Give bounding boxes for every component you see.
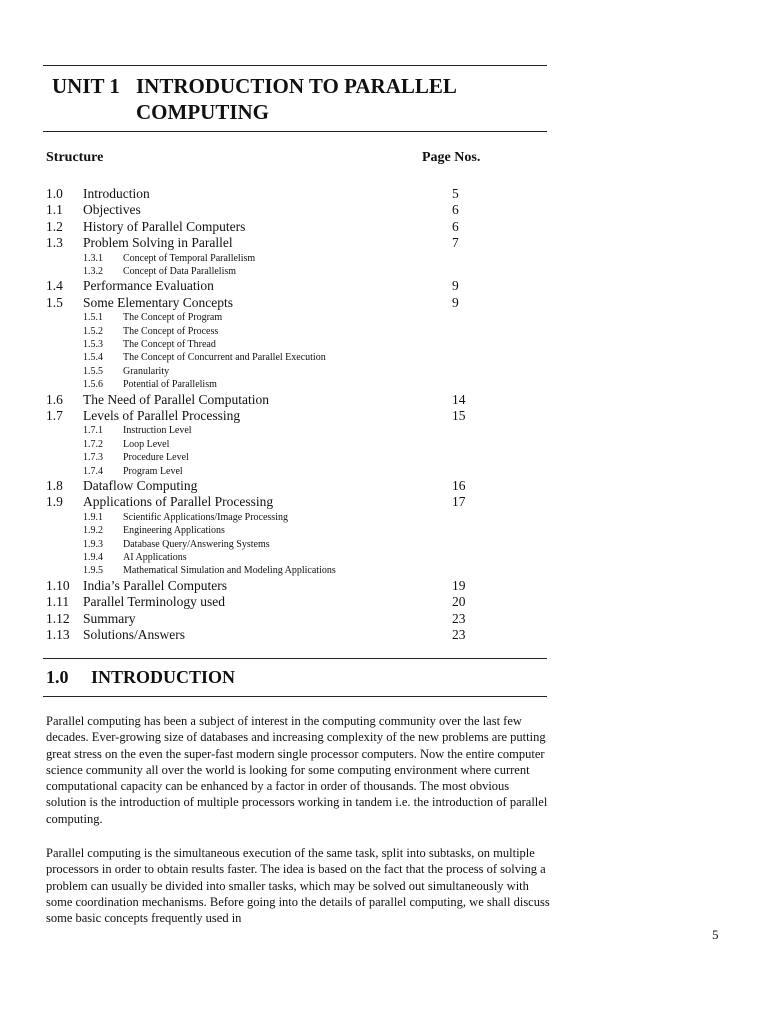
toc-entry-page: 16 <box>452 478 466 493</box>
toc-entry-title: Engineering Applications <box>123 525 225 537</box>
toc-entry-title: Applications of Parallel Processing <box>83 494 274 510</box>
toc-entry <box>0 494 560 510</box>
top-rule <box>43 65 547 66</box>
toc-subentry <box>0 311 560 324</box>
toc-entry-number: 1.7.4 <box>83 465 103 477</box>
toc-entry-title: Concept of Data Parallelism <box>123 266 237 277</box>
toc-subentry <box>0 424 560 437</box>
toc-entry-title: Database Query/Answering Systems <box>123 538 270 550</box>
toc-entry-number: 1.6 <box>46 391 63 407</box>
toc-entry-page: 7 <box>452 235 459 251</box>
section-bottom-rule <box>43 696 547 697</box>
toc-entry-page: 14 <box>452 391 466 407</box>
toc-entry-page: 15 <box>452 408 466 423</box>
toc-subentry <box>0 265 560 278</box>
toc-entry-page: 5 <box>452 186 459 201</box>
toc-entry <box>0 611 560 627</box>
toc-entry <box>0 627 560 643</box>
toc-entry-number: 1.5.2 <box>83 325 103 337</box>
toc-entry-title: Solutions/Answers <box>83 627 186 642</box>
toc-entry-title: Mathematical Simulation and Modeling Applications <box>123 565 336 577</box>
toc-entry-number: 1.5.4 <box>83 352 103 364</box>
paragraph: Parallel computing has been a subject of interest in the computing community over the last few decades. Ever-growing size of databases and increasing complexity of the new problems are putting great stress on the even the super-fast modern single processor computers. Now the entire computer science community all over the world is looking for some computing environment where current computational capacity can be enhanced by a factor in order of thousands. The most obvious solution is the introduction of multiple processors working in tandem i.e. the introduction of parallel computing. <box>46 714 548 826</box>
toc-subentry <box>0 365 560 378</box>
toc-entry-title: Objectives <box>83 202 141 218</box>
toc-entry-page: 17 <box>452 494 466 510</box>
toc-entry-number: 1.5.6 <box>83 379 103 391</box>
toc-subentry <box>0 538 560 551</box>
toc-entry-number: 1.5.1 <box>83 312 103 324</box>
toc-entry <box>0 202 560 218</box>
toc-entry-number: 1.2 <box>46 218 63 234</box>
toc-entry-title: Performance Evaluation <box>83 278 214 294</box>
structure-heading: Structure <box>46 150 104 165</box>
toc-entry-title: India’s Parallel Computers <box>83 577 227 593</box>
toc-entry-page: 9 <box>452 294 459 310</box>
toc-entry-title: The Concept of Thread <box>123 339 216 350</box>
toc-entry <box>0 578 560 594</box>
toc-entry-title: Instruction Level <box>123 425 192 437</box>
toc-entry-title: Parallel Terminology used <box>83 594 226 610</box>
toc-entry-page: 6 <box>452 218 459 234</box>
toc-entry-number: 1.5.3 <box>83 339 103 350</box>
toc-entry-title: The Concept of Process <box>123 325 219 337</box>
toc-subentry <box>0 524 560 537</box>
toc-subentry <box>0 252 560 265</box>
toc-entry-title: Summary <box>83 610 136 626</box>
page-number: 5 <box>712 927 719 942</box>
section-heading <box>46 667 235 688</box>
toc-subentry <box>0 465 560 478</box>
toc-entry <box>0 295 560 311</box>
title-bottom-rule <box>43 131 547 132</box>
section-number: 1.0 <box>46 667 69 687</box>
toc-entry-number: 1.7.3 <box>83 452 103 464</box>
unit-title-line1: INTRODUCTION TO PARALLEL <box>136 74 457 98</box>
toc-entry-page: 9 <box>452 278 459 294</box>
toc-entry-number: 1.7.1 <box>83 425 103 437</box>
toc-entry <box>0 594 560 610</box>
toc-entry-number: 1.9.1 <box>83 511 103 523</box>
toc-entry <box>0 478 560 494</box>
toc-subentry <box>0 551 560 564</box>
toc-entry-number: 1.9.5 <box>83 565 103 577</box>
toc-subentry <box>0 325 560 338</box>
toc-entry-number: 1.3 <box>46 235 63 251</box>
toc-entry-title: Potential of Parallelism <box>123 379 217 391</box>
toc-entry-page: 23 <box>452 627 466 642</box>
toc-entry-number: 1.9 <box>46 494 63 510</box>
toc-subentry <box>0 338 560 351</box>
toc-entry-number: 1.5 <box>46 294 63 310</box>
toc-subentry <box>0 564 560 577</box>
toc-subentry <box>0 451 560 464</box>
toc-entry-page: 19 <box>452 577 466 593</box>
toc-entry-number: 1.7 <box>46 408 63 423</box>
toc-entry-title: The Need of Parallel Computation <box>83 391 269 407</box>
toc-entry-title: History of Parallel Computers <box>83 218 246 234</box>
section-top-rule <box>43 658 547 659</box>
toc-entry-number: 1.8 <box>46 478 63 493</box>
toc-entry-title: Problem Solving in Parallel <box>83 235 233 251</box>
toc-entry-number: 1.3.2 <box>83 266 103 277</box>
unit-title-line2: COMPUTING <box>136 100 269 124</box>
toc-entry <box>0 235 560 251</box>
toc-subentry <box>0 511 560 524</box>
paragraph: Parallel computing is the simultaneous execution of the same task, split into subtasks, on multiple processors in order to obtain results faster. The idea is based on the fact that the process of solving a problem can usually be divided into smaller tasks, which may be solved out simultaneously with some coordination mechanisms. Before going into the details of parallel computing, we shall discuss some basic concepts frequently used in <box>46 846 550 926</box>
toc-entry-number: 1.1 <box>46 202 63 218</box>
toc-entry-title: Some Elementary Concepts <box>83 294 233 310</box>
toc-subentry <box>0 378 560 391</box>
toc-entry-title: Procedure Level <box>123 452 189 464</box>
toc-entry-number: 1.10 <box>46 577 70 593</box>
toc-subentry <box>0 351 560 364</box>
toc-entry-page: 6 <box>452 202 459 218</box>
toc-entry-number: 1.7.2 <box>83 438 103 450</box>
toc-entry-title: The Concept of Program <box>123 312 223 324</box>
toc-entry-number: 1.4 <box>46 278 63 294</box>
toc-entry-number: 1.3.1 <box>83 252 103 264</box>
toc-entry-number: 1.11 <box>46 594 70 610</box>
toc-entry-title: Loop Level <box>123 438 170 450</box>
toc-subentry <box>0 438 560 451</box>
toc-entry-page: 20 <box>452 594 466 610</box>
page-nos-heading: Page Nos. <box>422 150 481 165</box>
toc-entry-title: Introduction <box>83 186 150 201</box>
toc-entry-title: Scientific Applications/Image Processing <box>123 511 288 523</box>
toc-entry-number: 1.9.4 <box>83 552 103 563</box>
toc-entry-title: Dataflow Computing <box>83 478 198 493</box>
toc-entry-title: Program Level <box>123 465 183 477</box>
toc-entry <box>0 392 560 408</box>
toc-entry <box>0 278 560 294</box>
toc-entry <box>0 219 560 235</box>
toc-entry <box>0 408 560 424</box>
toc-entry-number: 1.12 <box>46 610 70 626</box>
unit-title <box>52 73 457 124</box>
toc-entry-title: Concept of Temporal Parallelism <box>123 252 256 264</box>
toc-entry-title: The Concept of Concurrent and Parallel Execution <box>123 352 326 364</box>
toc-entry <box>0 186 560 202</box>
toc-entry-number: 1.5.5 <box>83 365 103 377</box>
toc-entry-page: 23 <box>452 610 466 626</box>
toc-entry-title: Levels of Parallel Processing <box>83 408 241 423</box>
toc-entry-number: 1.9.2 <box>83 525 103 537</box>
toc-entry-number: 1.0 <box>46 186 63 201</box>
toc-entry-number: 1.9.3 <box>83 538 103 550</box>
section-title: INTRODUCTION <box>91 667 236 687</box>
toc-entry-title: AI Applications <box>123 552 187 563</box>
toc-entry-number: 1.13 <box>46 627 70 642</box>
toc-entry-title: Granularity <box>123 365 170 377</box>
unit-number: UNIT 1 <box>52 74 120 98</box>
